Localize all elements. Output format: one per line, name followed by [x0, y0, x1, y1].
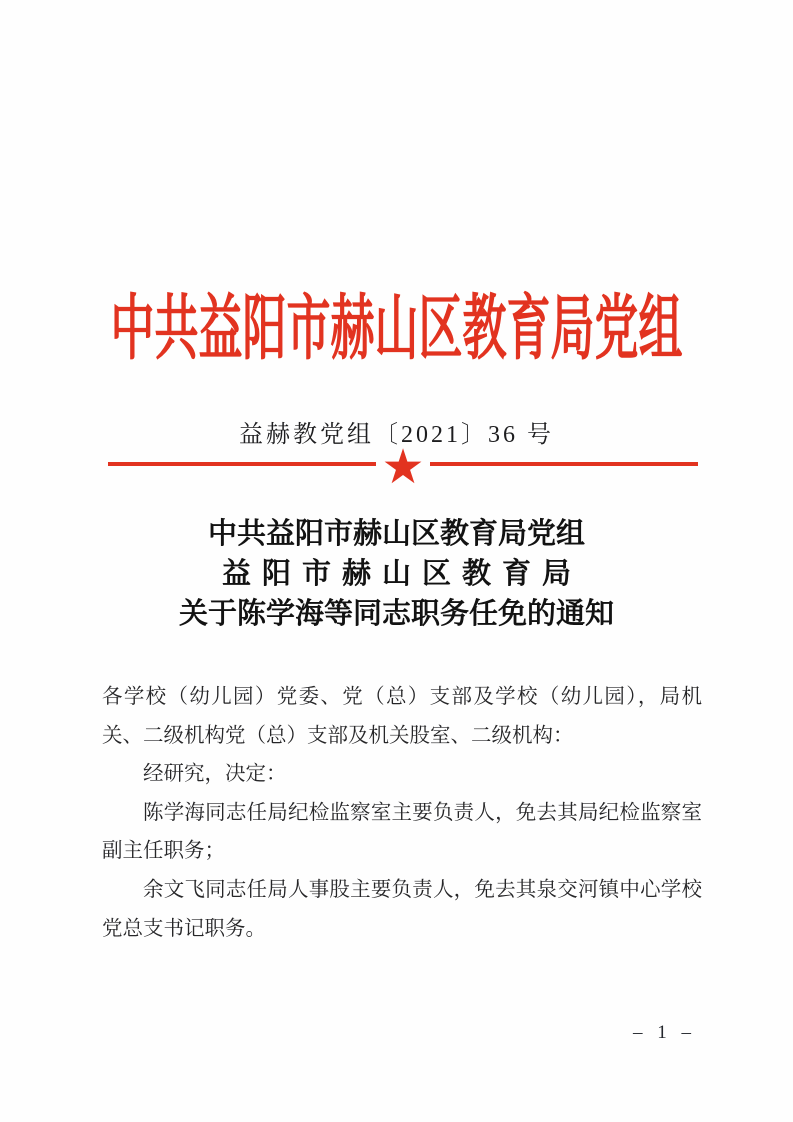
document-number: 益赫教党组〔2021〕36 号 [239, 422, 554, 448]
body-paragraph-appointment-2: 余文飞同志任局人事股主要负责人，免去其泉交河镇中心学校党总支书记职务。 [102, 878, 702, 940]
red-divider: ★ [108, 444, 698, 484]
letterhead [0, 270, 793, 369]
body-paragraph-salutation: 各学校（幼儿园）党委、党（总）支部及学校（幼儿园），局机关、二级机构党（总）支部及机关股室、二级机构： [102, 686, 702, 747]
red-divider-right-segment [430, 462, 698, 466]
body-paragraph-decision: 经研究，决定： [143, 763, 287, 786]
notice-title-line3: 关于陈学海等同志职务任免的通知 [178, 598, 614, 630]
body-paragraph-appointment-1: 陈学海同志任局纪检监察室主要负责人，免去其局纪检监察室副主任职务； [102, 801, 702, 863]
notice-title-line1: 中共益阳市赫山区教育局党组 [207, 518, 585, 550]
notice-title [0, 514, 793, 634]
letterhead-title: 中共益阳市赫山区教育局党组 [110, 289, 683, 369]
notice-body [102, 678, 702, 948]
page-number: – 1 – [633, 1022, 696, 1043]
red-divider-left-segment [108, 462, 376, 466]
notice-title-line2: 益阳市赫山区教育局 [221, 558, 582, 590]
